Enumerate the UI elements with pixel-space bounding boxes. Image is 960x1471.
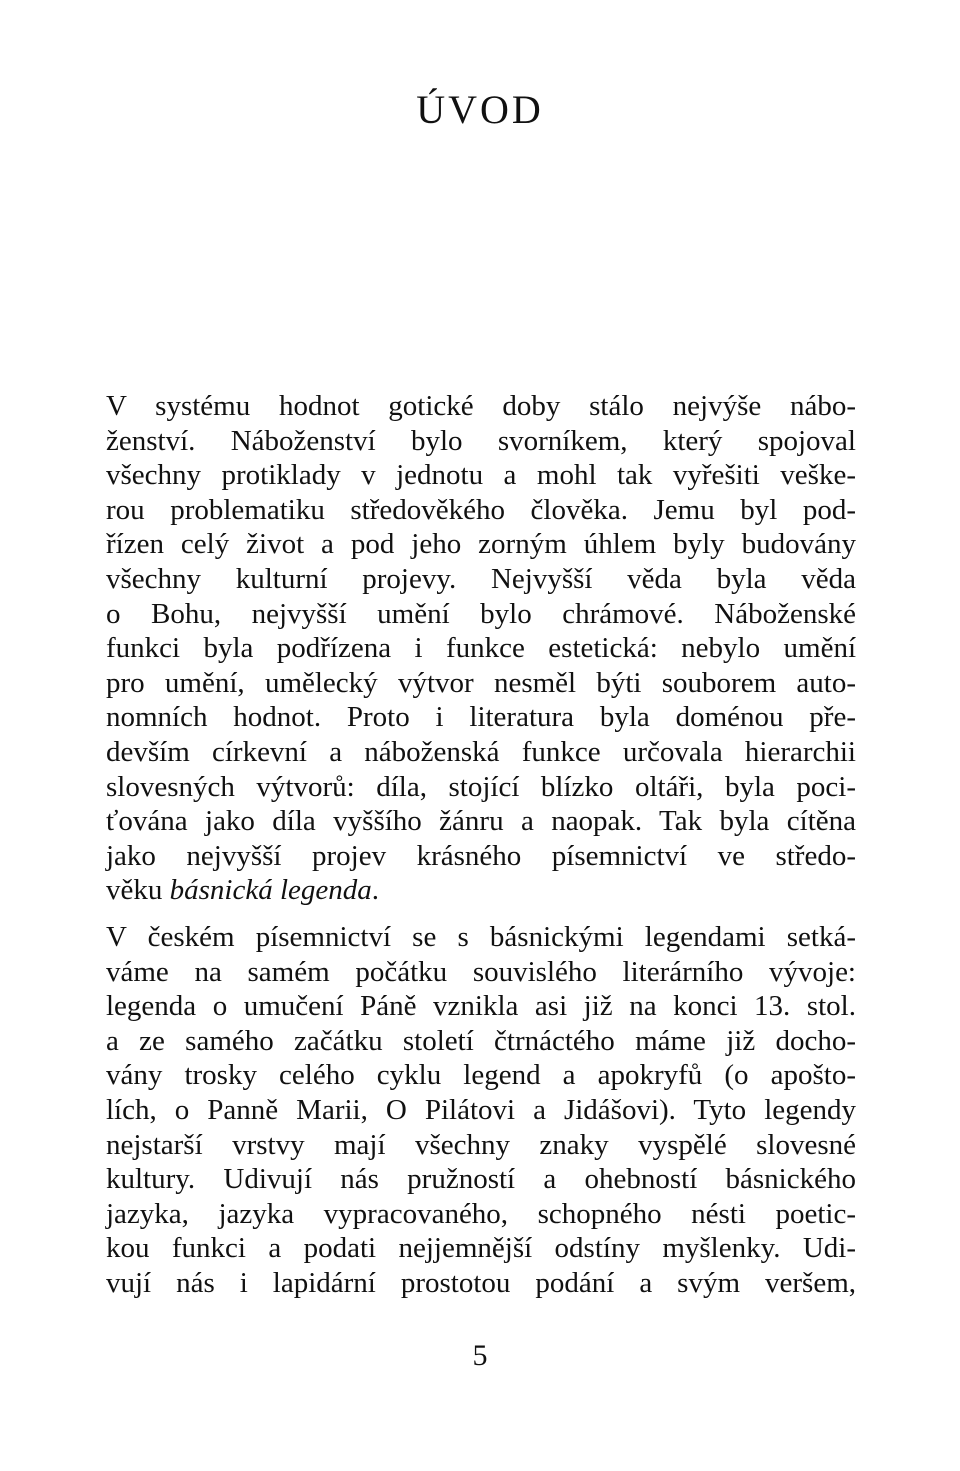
text-line: nomních hodnot. Proto i literatura byla doménou pře-	[106, 701, 856, 734]
text-line: V systému hodnot gotické doby stálo nejvýše nábo-	[106, 390, 856, 422]
text-line: o Bohu, nejvyšší umění bylo chrámové. Náboženské	[106, 597, 856, 630]
text-line: jazyka, jazyka vypracovaného, schopného nésti poetic-	[106, 1197, 856, 1230]
text-fragment: věku	[106, 874, 170, 907]
text-line: všechny kulturní projevy. Nejvyšší věda byla věda	[106, 562, 856, 595]
text-line-last	[106, 873, 856, 908]
text-fragment: .	[371, 874, 380, 907]
text-line: pro umění, umělecký výtvor nesměl býti souborem auto-	[106, 666, 856, 699]
text-line: jako nejvyšší projev krásného písemnictví ve středo-	[106, 839, 856, 872]
text-line: vány trosky celého cyklu legend a apokryfů (o apošto-	[106, 1059, 856, 1092]
text-line: vují nás i lapidární prostotou podání a svým veršem,	[106, 1266, 856, 1299]
text-line: a ze samého začátku století čtrnáctého máme již docho-	[106, 1024, 856, 1057]
text-line: ženství. Náboženství bylo svorníkem, který spojoval	[106, 424, 856, 457]
text-line: kou funkci a podati nejjemnější odstíny myšlenky. Udi-	[106, 1232, 856, 1265]
text-line: legenda o umučení Páně vznikla asi již na konci 13. stol.	[106, 990, 856, 1023]
text-line: kultury. Udivují nás pružností a ohebností básnického	[106, 1163, 856, 1196]
text-line: funkci byla podřízena i funkce estetická: nebylo umění	[106, 632, 856, 665]
text-line: váme na samém počátku souvislého literárního vývoje:	[106, 955, 856, 988]
chapter-title: ÚVOD	[416, 87, 544, 132]
text-line: všechny protiklady v jednotu a mohl tak vyřešiti veške-	[106, 459, 856, 492]
paragraph-1	[106, 389, 856, 908]
text-line: lích, o Panně Marii, O Pilátovi a Jidášovi). Tyto legendy	[106, 1093, 856, 1126]
italic-term: básnická legenda	[169, 874, 372, 907]
page-number: 5	[472, 1339, 488, 1372]
text-line: V českém písemnictví se s básnickými legendami setká-	[106, 921, 856, 953]
paragraph-2	[106, 920, 856, 1301]
text-line: řízen celý život a pod jeho zorným úhlem byly budovány	[106, 528, 856, 561]
text-line: ťována jako díla vyššího žánru a naopak. Tak byla cítěna	[106, 805, 856, 838]
text-line: rou problematiku středověkého člověka. Jemu byl pod-	[106, 493, 856, 526]
text-line: devším církevní a náboženská funkce určovala hierarchii	[106, 735, 856, 768]
text-line: slovesných výtvorů: díla, stojící blízko oltáři, byla poci-	[106, 770, 856, 803]
text-line: nejstarší vrstvy mají všechny znaky vyspělé slovesné	[106, 1128, 856, 1161]
